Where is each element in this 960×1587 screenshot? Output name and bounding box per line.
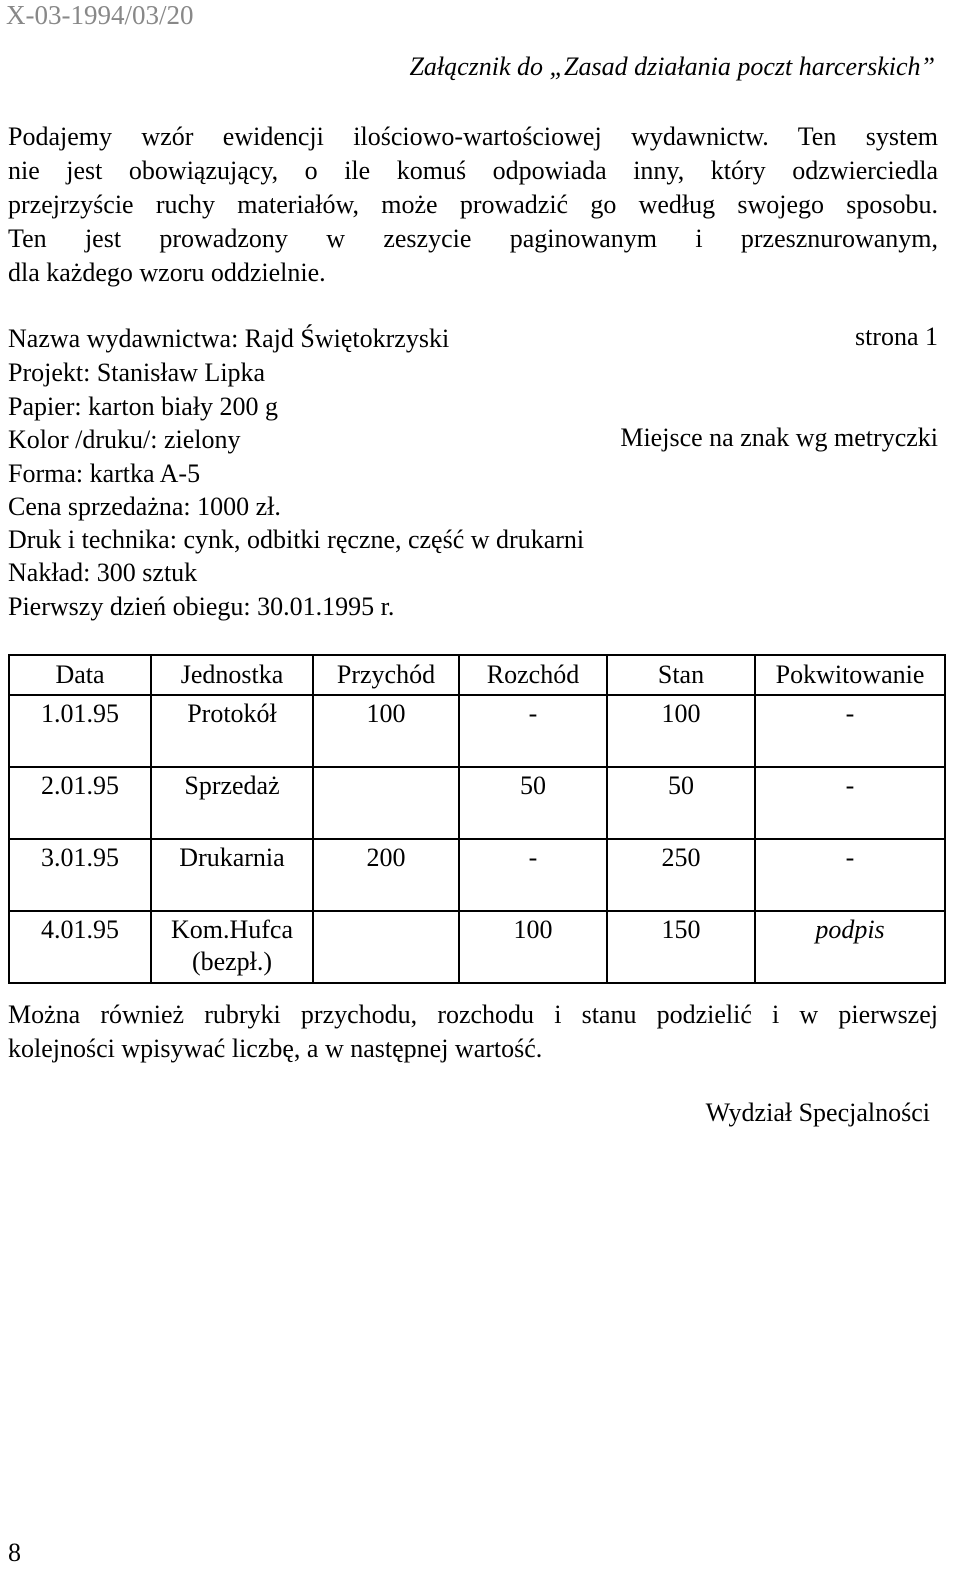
project-field: Projekt: Stanisław Lipka (8, 358, 266, 387)
intro-line: Podajemy wzór ewidencji ilościowo-wartościowej wydawnictw. Ten system (8, 122, 938, 151)
closing-line: Można również rubryki przychodu, rozchodu i stanu podzielić i w pierwszej (8, 1000, 938, 1029)
cell-date: 4.01.95 (9, 911, 151, 983)
cell-receipt: - (755, 767, 945, 839)
signature: Wydział Specjalności (705, 1098, 930, 1127)
cell-unit (151, 911, 313, 983)
cell-date: 2.01.95 (9, 767, 151, 839)
closing-line: kolejności wpisywać liczbę, a w następnej wartość. (8, 1034, 543, 1063)
cell-unit-line1: Kom.Hufca (170, 915, 293, 944)
volume-field: Nakład: 300 sztuk (8, 558, 198, 587)
cell-income: 200 (313, 839, 459, 911)
page-number: 8 (8, 1538, 21, 1567)
cell-unit-line2: (bezpł.) (191, 947, 273, 976)
cell-outgo: - (459, 695, 607, 767)
cell-unit: Sprzedaż (151, 767, 313, 839)
cell-income (313, 911, 459, 983)
print-field: Druk i technika: cynk, odbitki ręczne, część w drukarni (8, 525, 585, 554)
intro-line: nie jest obowiązujący, o ile komuś odpowiada inny, który odzwierciedla (8, 156, 938, 185)
cell-income (313, 767, 459, 839)
intro-paragraph (8, 120, 938, 290)
col-header-date: Data (9, 655, 151, 695)
intro-line: dla każdego wzoru oddzielnie. (8, 258, 326, 287)
cell-outgo: 100 (459, 911, 607, 983)
table-row (9, 767, 945, 839)
intro-line: przejrzyście ruchy materiałów, może prowadzić go według swojego sposobu. (8, 190, 938, 219)
cell-receipt: - (755, 695, 945, 767)
cell-date: 3.01.95 (9, 839, 151, 911)
first-day-field: Pierwszy dzień obiegu: 30.01.1995 r. (8, 592, 395, 621)
cell-income: 100 (313, 695, 459, 767)
form-field: Forma: kartka A-5 (8, 459, 201, 488)
table-row (9, 911, 945, 983)
col-header-stock: Stan (607, 655, 755, 695)
color-field: Kolor /druku/: zielony (8, 425, 241, 454)
cell-receipt: podpis (755, 911, 945, 983)
cell-unit: Drukarnia (151, 839, 313, 911)
col-header-outgo: Rozchód (459, 655, 607, 695)
cell-stock: 150 (607, 911, 755, 983)
stamp-place-label: Miejsce na znak wg metryczki (620, 423, 938, 452)
cell-stock: 50 (607, 767, 755, 839)
publication-name: Nazwa wydawnictwa: Rajd Świętokrzyski (8, 324, 450, 353)
ledger-header-row (9, 655, 945, 695)
col-header-receipt: Pokwitowanie (755, 655, 945, 695)
intro-line: Ten jest prowadzony w zeszycie paginowanym i przesznurowanym, (8, 224, 938, 253)
page-label: strona 1 (854, 322, 938, 351)
cell-outgo: - (459, 839, 607, 911)
cell-receipt: - (755, 839, 945, 911)
document-id: X-03-1994/03/20 (6, 0, 194, 30)
col-header-income: Przychód (313, 655, 459, 695)
ledger-table (8, 654, 946, 984)
closing-paragraph (8, 998, 938, 1066)
paper-field: Papier: karton biały 200 g (8, 392, 279, 421)
price-field: Cena sprzedażna: 1000 zł. (8, 492, 281, 521)
cell-unit: Protokół (151, 695, 313, 767)
cell-stock: 250 (607, 839, 755, 911)
table-row (9, 695, 945, 767)
col-header-unit: Jednostka (151, 655, 313, 695)
table-row (9, 839, 945, 911)
cell-outgo: 50 (459, 767, 607, 839)
cell-date: 1.01.95 (9, 695, 151, 767)
cell-stock: 100 (607, 695, 755, 767)
appendix-title: Załącznik do „Zasad działania poczt harcerskich” (409, 52, 935, 81)
